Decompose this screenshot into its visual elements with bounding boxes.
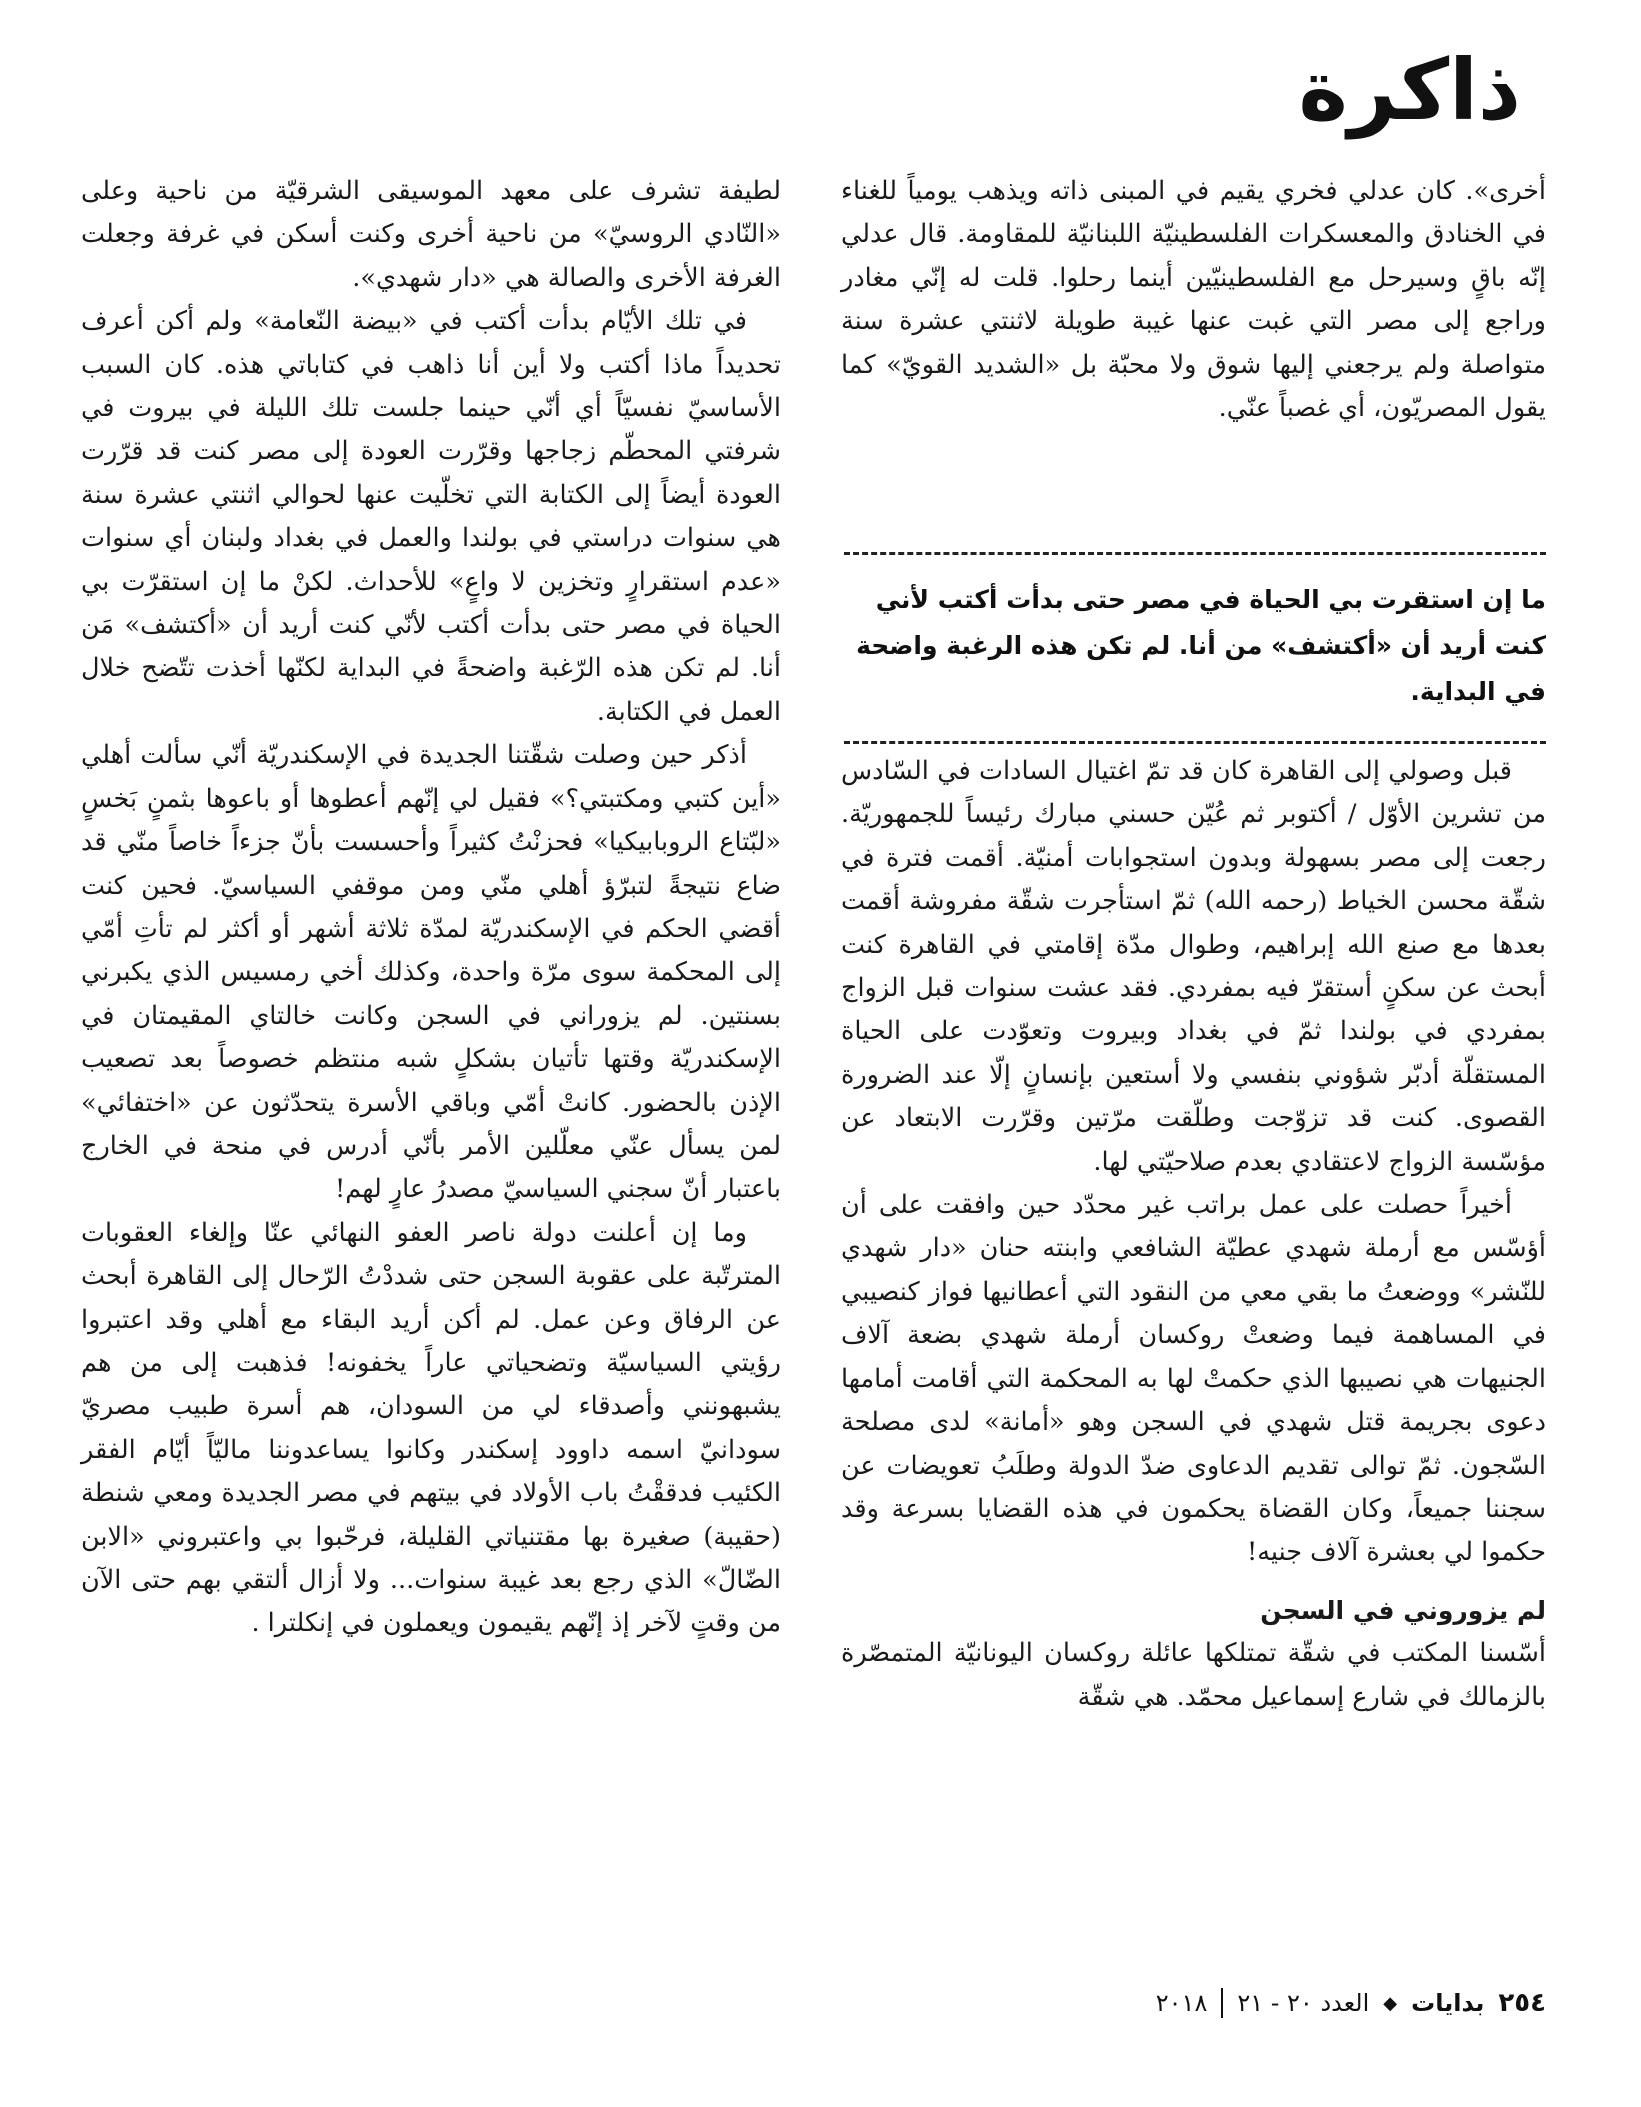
page-footer	[1156, 1988, 1546, 2018]
journal-name: بدايات	[1411, 1989, 1485, 2017]
right-column-bottom	[841, 750, 1546, 1719]
paragraph: في تلك الأيّام بدأت أكتب في «بيضة النّعامة» ولم أكن أعرف تحديداً ماذا أكتب ولا أين أنا ذاهب في كتاباتي هذه. كان السبب الأساسيّ نفسيّاً أي أنّي حينما جلست تلك الليلة في بيروت في شرفتي المحطّم زجاجها وقرّرت العودة إلى مصر كنت قد قرّرت العودة أيضاً إلى الكتابة التي تخلّيت عنها لحوالي اثنتي عشرة سنة هي سنوات دراستي في بولندا والعمل في بغداد ولبنان أي سنوات «عدم استقرارٍ وتخزين لا واعٍ» للأحداث. لكنْ ما إن استقرّت بي الحياة في مصر حتى بدأت أكتب لأنّي كنت أريد أن «أكتشف» مَن أنا. لم تكن هذه الرّغبة واضحةً في البداية لكنّها أخذت تتّضح خلال العمل في الكتابة.	[81, 306, 781, 727]
left-column	[81, 170, 781, 1646]
paragraph: أذكر حين وصلت شقّتنا الجديدة في الإسكندريّة أنّي سألت أهلي «أين كتبي ومكتبتي؟» فقيل لي إنّهم أعطوها أو باعوها بثمنٍ بَخسٍ «لبّتاع الروبابيكيا» فحزنْتُ كثيراً وأحسست بأنّ جزءاً خاصاً منّي قد ضاع نتيجةً لتبرّؤ أهلي منّي ومن موقفي السياسيّ. فحين كنت أقضي الحكم في الإسكندريّة لمدّة ثلاثة أشهر أو أكثر لم تأتِ أمّي إلى المحكمة سوى مرّة واحدة، وكذلك أخي رمسيس الذي يكبرني بسنتين. لم يزوراني في السجن وكانت خالتاي المقيمتان في الإسكندريّة وقتها تأتيان بشكلٍ شبه منتظم خصوصاً بعد تصعيب الإذن بالحضور. كانتْ أمّي وباقي الأسرة يتحدّثون عن «اختفائي» لمن يسأل عنّي معلّلين الأمر بأنّي أدرس في منحة في الخارج باعتبار أنّ سجني السياسيّ مصدرُ عارٍ لهم!	[81, 740, 781, 1205]
paragraph: قبل وصولي إلى القاهرة كان قد تمّ اغتيال السادات في السّادس من تشرين الأوّل / أكتوبر ثم عُيّن حسني مبارك رئيساً للجمهوريّة. رجعت إلى مصر بسهولة وبدون استجوابات أمنيّة. أقمت فترة في شقّة محسن الخياط (رحمه الله) ثمّ استأجرت شقّة مفروشة أقمت بعدها مع صنع الله إبراهيم، وطوال مدّة إقامتي في القاهرة كنت أبحث عن سكنٍ أستقرّ فيه بمفردي. فقد عشت سنوات قبل الزواج بمفردي في بولندا ثمّ في بغداد وبيروت وتعوّدت على الحياة المستقلّة أدبّر شؤوني بنفسي ولا أستعين بإنسانٍ إلّا عند الضرورة القصوى. كنت قد تزوّجت وطلّقت مرّتين وقرّرت الابتعاد عن مؤسّسة الزواج لاعتقادي بعدم صلاحيّتي لها.	[841, 756, 1546, 1177]
issue-number: العدد ٢٠ - ٢١	[1237, 1989, 1370, 2017]
diamond-icon: ◆	[1383, 1992, 1398, 2014]
paragraph: لطيفة تشرف على معهد الموسيقى الشرقيّة من ناحية وعلى «النّادي الروسيّ» من ناحية أخرى وكنت أسكن في غرفة وجعلت الغرفة الأخرى والصالة هي «دار شهدي».	[81, 176, 781, 293]
paragraph: أخيراً حصلت على عمل براتب غير محدّد حين وافقت على أن أؤسّس مع أرملة شهدي عطيّة الشافعي وابنته حنان «دار شهدي للنّشر» ووضعتُ ما بقي معي من النقود التي أعطانيها فواز كنصيبي في المساهمة فيما وضعتْ روكسان أرملة شهدي بضعة آلاف الجنيهات هي نصيبها الذي حكمتْ لها به المحكمة التي أقامت أمامها دعوى بجريمة قتل شهدي في السجن وهو «أمانة» لدى مصلحة السّجون. ثمّ توالى تقديم الدعاوى ضدّ الدولة وطلَبُ تعويضات عن سجننا جميعاً، وكان القضاة يحكمون في هذه القضايا بسرعة وقد حكموا لي بعشرة آلاف جنيه!	[841, 1190, 1546, 1568]
paragraph: أخرى». كان عدلي فخري يقيم في المبنى ذاته ويذهب يومياً للغناء في الخنادق والمعسكرات الفلسطينيّة اللبنانيّة للمقاومة. قال عدلي إنّه باقٍ وسيرحل مع الفلسطينيّين أينما رحلوا. قلت له إنّي مغادر وراجع إلى مصر التي غبت عنها غيبة طويلة لاثنتي عشرة سنة متواصلة ولم يرجعني إليها شوق ولا محبّة بل «الشديد القويّ» كما يقول المصريّون، أي غصباً عنّي.	[841, 176, 1546, 424]
page-number: ٢٥٤	[1498, 1988, 1546, 2018]
paragraph: وما إن أعلنت دولة ناصر العفو النهائي عنّا وإلغاء العقوبات المترتّبة على عقوبة السجن حتى شددْتُ الرّحال إلى القاهرة أبحث عن الرفاق وعن عمل. لم أكن أريد البقاء مع أهلي وقد اعتبروا رؤيتي السياسيّة وتضحياتي عاراً يخفونه! فذهبت إلى من هم يشبهونني وأصدقاء لي من السودان، هم أسرة طبيب مصريّ سودانيّ اسمه داوود إسكندر وكانوا يساعدوننا ماليّاً أيّام الفقر الكئيب فدققْتُ باب الأولاد في بيتهم في مصر الجديدة ومعي شنطة (حقيبة) صغيرة بها مقتنياتي القليلة، فرحّبوا بي واعتبروني «الابن الضّالّ» الذي رجع بعد غيبة سنوات... ولا أزال ألتقي بهم حتى الآن من وقتٍ لآخر إذ إنّهم يقيمون ويعملون في إنكلترا .	[81, 1217, 781, 1639]
divider	[1221, 1988, 1223, 2018]
paragraph: أسّسنا المكتب في شقّة تمتلكها عائلة روكسان اليونانيّة المتمصّرة بالزمالك في شارع إسماعيل محمّد. هي شقّة	[841, 1638, 1546, 1712]
issue-year: ٢٠١٨	[1155, 1989, 1208, 2017]
subheading: لم يزوروني في السجن	[1260, 1595, 1546, 1625]
pull-quote: ما إن استقرت بي الحياة في مصر حتى بدأت أكتب لأني كنت أريد أن «أكتشف» من أنا. لم تكن هذه الرغبة واضحة في البداية.	[844, 552, 1546, 744]
right-column-top	[841, 170, 1546, 430]
section-label: ذاكرة	[1298, 41, 1521, 139]
